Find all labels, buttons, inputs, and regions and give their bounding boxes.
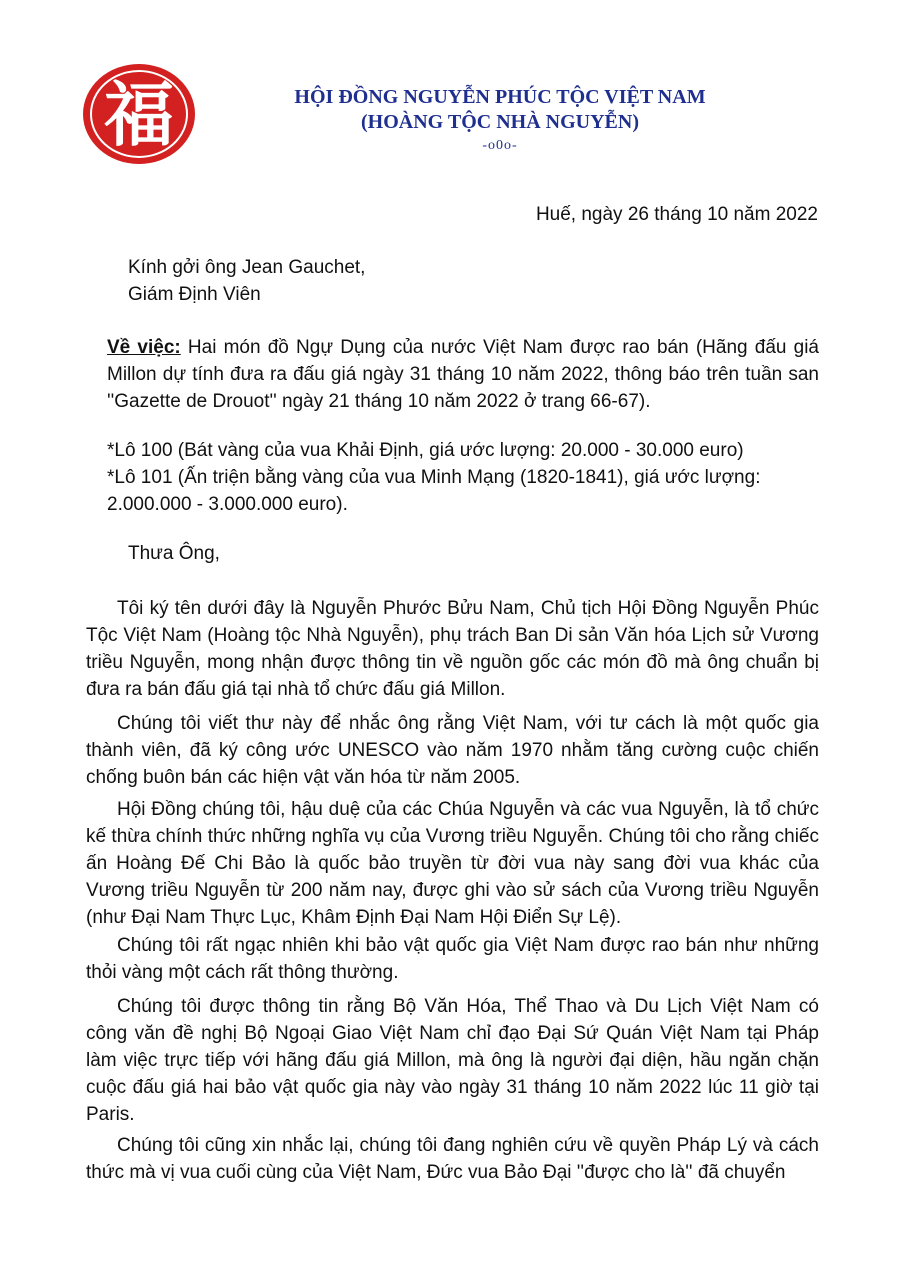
paragraph-1: Tôi ký tên dưới đây là Nguyễn Phước Bửu Nam, Chủ tịch Hội Đồng Nguyễn Phúc Tộc Việt Nam (Hoàng tộc Nhà Nguyễn), phụ trách Ban Di sản Văn hóa Lịch sử Vương triều Nguyễn, mong nhận được thông tin về nguồn gốc các món đồ mà ông chuẩn bị đưa ra bán đấu giá tại nhà tổ chức đấu giá Millon. [86,598,819,700]
paragraph-6: Chúng tôi cũng xin nhắc lại, chúng tôi đang nghiên cứu về quyền Pháp Lý và cách thức mà vị vua cuối cùng của Việt Nam, Đức vua Bảo Đại ''được cho là'' đã chuyển [86,1135,819,1183]
paragraph-2: Chúng tôi viết thư này để nhắc ông rằng Việt Nam, với tư cách là một quốc gia thành viên, đã ký công ước UNESCO vào năm 1970 nhằm tăng cường cuộc chiến chống buôn bán các hiện vật văn hóa từ năm 2005. [86,713,819,788]
lot-100: *Lô 100 (Bát vàng của vua Khải Định, giá ước lượng: 20.000 - 30.000 euro) [107,440,744,461]
subject-text: Hai món đồ Ngự Dụng của nước Việt Nam được rao bán (Hãng đấu giá Millon dự tính đưa ra đấu giá ngày 31 tháng 10 năm 2022, thông báo trên tuần san ''Gazette de Drouot'' ngày 21 tháng 10 năm 2022 ở trang 66-67). [107,337,819,412]
org-name: HỘI ĐỒNG NGUYỄN PHÚC TỘC VIỆT NAM [294,86,706,108]
date-line: Huế, ngày 26 tháng 10 năm 2022 [535,204,818,225]
svg-text:福: 福 [104,74,174,156]
recipient-line2: Giám Định Viên [128,284,261,305]
org-subtitle: (HOÀNG TỘC NHÀ NGUYỄN) [361,111,639,133]
header-separator: -o0o- [482,138,518,153]
paragraph-3: Hội Đồng chúng tôi, hậu duệ của các Chúa Nguyễn và các vua Nguyễn, là tổ chức kế thừa chính thức những nghĩa vụ của Vương triều Nguyễn. Chúng tôi cho rằng chiếc ấn Hoàng Đế Chi Bảo là quốc bảo truyền từ đời vua này sang đời vua khác của Vương triều Nguyễn từ 200 năm nay, được ghi vào sử sách của Vương triều Nguyễn (như Đại Nam Thực Lục, Khâm Định Đại Nam Hội Điển Sự Lệ). [86,799,819,928]
subject-label: Về việc: [107,337,181,358]
paragraph-5: Chúng tôi được thông tin rằng Bộ Văn Hóa, Thể Thao và Du Lịch Việt Nam có công văn đề nghị Bộ Ngoại Giao Việt Nam chỉ đạo Đại Sứ Quán Việt Nam tại Pháp làm việc trực tiếp với hãng đấu giá Millon, mà ông là người đại diện, hầu ngăn chặn cuộc đấu giá hai bảo vật quốc gia này vào ngày 31 tháng 10 năm 2022 lúc 11 giờ tại Paris. [86,996,819,1125]
subject-block [107,334,819,415]
salutation: Thưa Ông, [128,543,220,564]
recipient-line1: Kính gởi ông Jean Gauchet, [128,257,366,278]
paragraph-4: Chúng tôi rất ngạc nhiên khi bảo vật quốc gia Việt Nam được rao bán như những thỏi vàng một cách rất thông thường. [86,935,819,983]
lot-101: *Lô 101 (Ấn triện bằng vàng của vua Minh Mạng (1820-1841), giá ước lượng: [107,467,761,488]
family-seal-logo [80,62,198,166]
lot-101-estimate: 2.000.000 - 3.000.000 euro). [107,494,348,515]
